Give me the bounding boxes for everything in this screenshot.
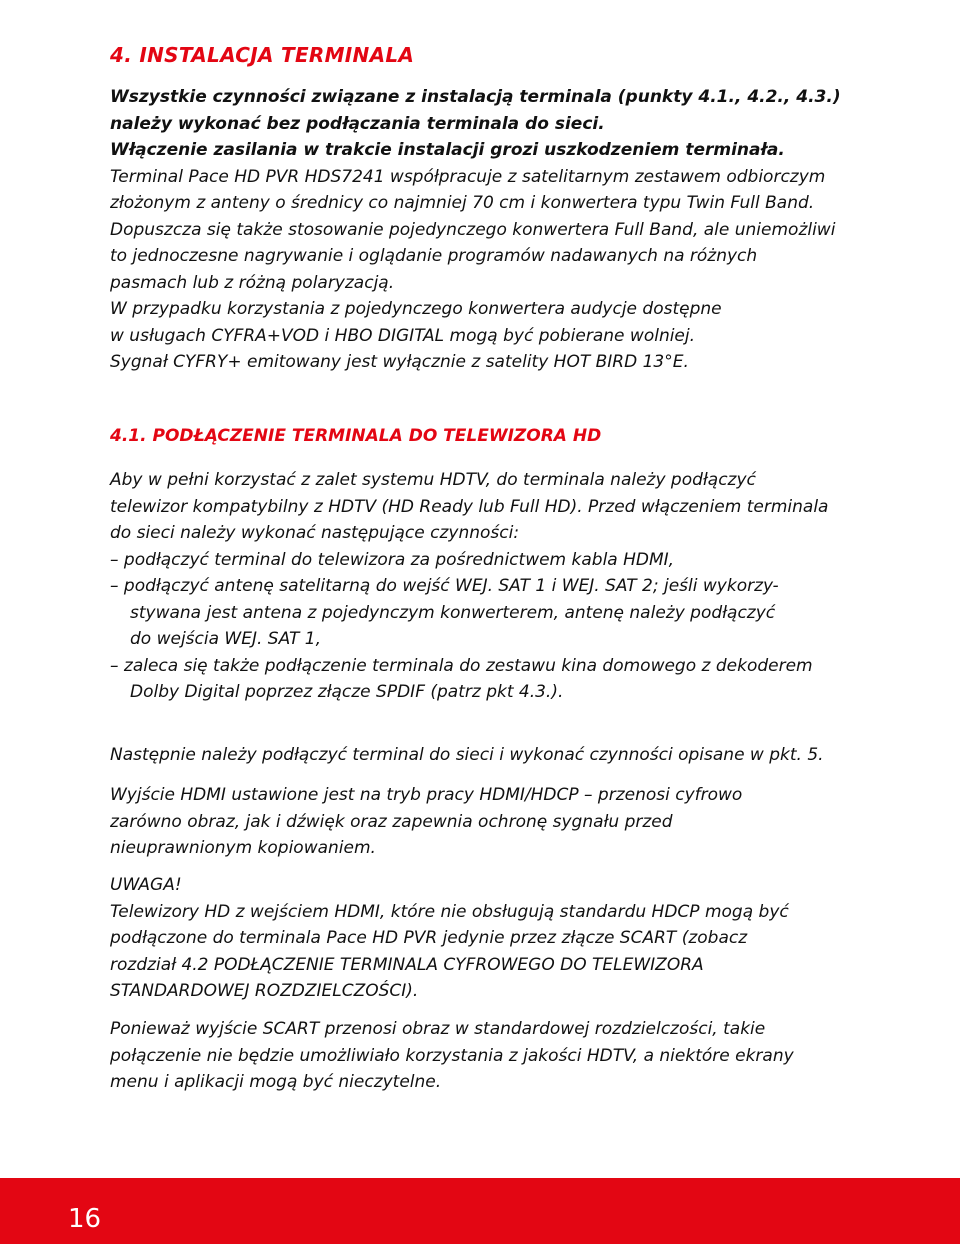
list-item-continuation: Dolby Digital poprzez złącze SPDIF (patrz pkt 4.3.).	[130, 682, 564, 702]
section-title: 4. INSTALACJA TERMINALA	[110, 43, 415, 67]
paragraph-line: do sieci należy wykonać następujące czynności:	[110, 523, 520, 543]
paragraph-line: Wyjście HDMI ustawione jest na tryb pracy HDMI/HDCP – przenosi cyfrowo	[110, 785, 743, 805]
intro-line: w usługach CYFRA+VOD i HBO DIGITAL mogą być pobierane wolniej.	[110, 325, 696, 346]
section-body	[110, 84, 870, 376]
note-line: STANDARDOWEJ ROZDZIELCZOŚCI).	[110, 981, 419, 1001]
note-line: Telewizory HD z wejściem HDMI, które nie obsługują standardu HDCP mogą być	[110, 901, 789, 922]
intro-line: Dopuszcza się także stosowanie pojedynczego konwertera Full Band, ale uniemożliwi	[110, 219, 836, 240]
subsection-paragraph-3	[110, 782, 870, 862]
list-item-continuation: stywana jest antena z pojedynczym konwerterem, antenę należy podłączyć	[130, 602, 776, 623]
subsection-paragraph-1	[110, 467, 870, 706]
list-item-continuation: do wejścia WEJ. SAT 1,	[130, 629, 321, 649]
note-line: rozdział 4.2 PODŁĄCZENIE TERMINALA CYFROWEGO DO TELEWIZORA	[110, 954, 704, 975]
paragraph-line: Następnie należy podłączyć terminal do sieci i wykonać czynności opisane w pkt. 5.	[110, 745, 824, 765]
intro-line: W przypadku korzystania z pojedynczego konwertera audycje dostępne	[110, 299, 722, 319]
intro-line: złożonym z anteny o średnicy co najmniej 70 cm i konwertera typu Twin Full Band.	[110, 193, 815, 213]
intro-line: to jednoczesne nagrywanie i oglądanie programów nadawanych na różnych	[110, 246, 758, 266]
warning-line: Wszystkie czynności związane z instalacją terminala (punkty 4.1., 4.2., 4.3.)	[110, 87, 841, 107]
paragraph-line: Ponieważ wyjście SCART przenosi obraz w standardowej rozdzielczości, takie	[110, 1019, 766, 1039]
list-item: – podłączyć antenę satelitarną do wejść WEJ. SAT 1 i WEJ. SAT 2; jeśli wykorzy-	[110, 576, 779, 596]
list-item: – podłączyć terminal do telewizora za pośrednictwem kabla HDMI,	[110, 549, 675, 570]
note-block	[110, 872, 870, 1005]
list-item: – zaleca się także podłączenie terminala do zestawu kina domowego z dekoderem	[110, 655, 813, 676]
paragraph-line: połączenie nie będzie umożliwiało korzystania z jakości HDTV, a niektóre ekrany	[110, 1045, 794, 1066]
intro-line: Sygnał CYFRY+ emitowany jest wyłącznie z satelity HOT BIRD 13°E.	[110, 352, 689, 372]
paragraph-line: telewizor kompatybilny z HDTV (HD Ready lub Full HD). Przed włączeniem terminala	[110, 496, 829, 517]
subsection-paragraph-2	[110, 742, 870, 769]
intro-line: pasmach lub z różną polaryzacją.	[110, 272, 395, 293]
intro-line: Terminal Pace HD PVR HDS7241 współpracuje z satelitarnym zestawem odbiorczym	[110, 166, 826, 187]
warning-line: należy wykonać bez podłączania terminala do sieci.	[110, 113, 605, 134]
subsection-paragraph-4	[110, 1016, 870, 1096]
paragraph-line: Aby w pełni korzystać z zalet systemu HDTV, do terminala należy podłączyć	[110, 470, 756, 490]
paragraph-line: zarówno obraz, jak i dźwięk oraz zapewnia ochronę sygnału przed	[110, 811, 673, 832]
footer-bar	[0, 1178, 960, 1244]
note-heading: UWAGA!	[110, 875, 182, 895]
paragraph-line: nieuprawnionym kopiowaniem.	[110, 838, 376, 858]
subsection-title: 4.1. PODŁĄCZENIE TERMINALA DO TELEWIZORA HD	[110, 426, 602, 446]
warning-line: Włączenie zasilania w trakcie instalacji grozi uszkodzeniem terminała.	[110, 140, 785, 160]
note-line: podłączone do terminala Pace HD PVR jedynie przez złącze SCART (zobacz	[110, 928, 748, 948]
paragraph-line: menu i aplikacji mogą być nieczytelne.	[110, 1072, 442, 1092]
page-number: 16	[68, 1204, 102, 1234]
